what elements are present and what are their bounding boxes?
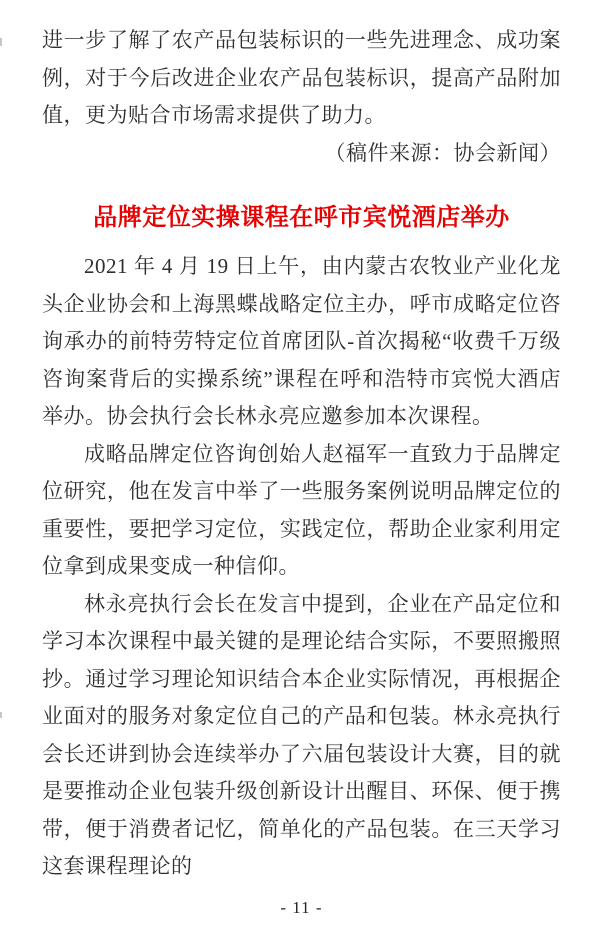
article-title: 品牌定位实操课程在呼市宾悦酒店举办 [93, 205, 510, 231]
scan-artifact [0, 38, 2, 46]
article-paragraph-3: 林永亮执行会长在发言中提到，企业在产品定位和学习本次课程中最关键的是理论结合实际，不要照搬照抄。通过学习理论知识结合本企业实际情况，再根据企业面对的服务对象定位自己的产品和包装。林永亮执行会长还讲到协会连续举办了六届包装设计大赛，目的就是要推动企业包装升级创新设计出醒目、环保、便于携带，便于消费者记忆，简单化的产品包装。在三天学习这套课程理论的 [42, 591, 561, 878]
page-content [42, 22, 561, 886]
scan-artifact [0, 712, 2, 718]
page-number: - 11 - [280, 898, 323, 917]
article-paragraph-1: 2021 年 4 月 19 日上午，由内蒙古农牧业产业化龙头企业协会和上海黑蝶战略定位主办，呼市成略定位咨询承办的前特劳特定位首席团队-首次揭秘“收费千万级咨询案背后的实操系统”课程在呼和浩特市宾悦大酒店举办。协会执行会长林永亮应邀参加本次课程。 [42, 254, 561, 428]
intro-paragraph: 进一步了解了农产品包装标识的一些先进理念、成功案例，对于今后改进企业农产品包装标识，提高产品附加值，更为贴合市场需求提供了助力。 [42, 28, 561, 127]
article-paragraph-2: 成略品牌定位咨询创始人赵福军一直致力于品牌定位研究，他在发言中举了一些服务案例说明品牌定位的重要性，要把学习定位，实践定位，帮助企业家利用定位拿到成果变成一种信仰。 [42, 441, 561, 578]
source-attribution: （稿件来源：协会新闻） [324, 140, 561, 165]
